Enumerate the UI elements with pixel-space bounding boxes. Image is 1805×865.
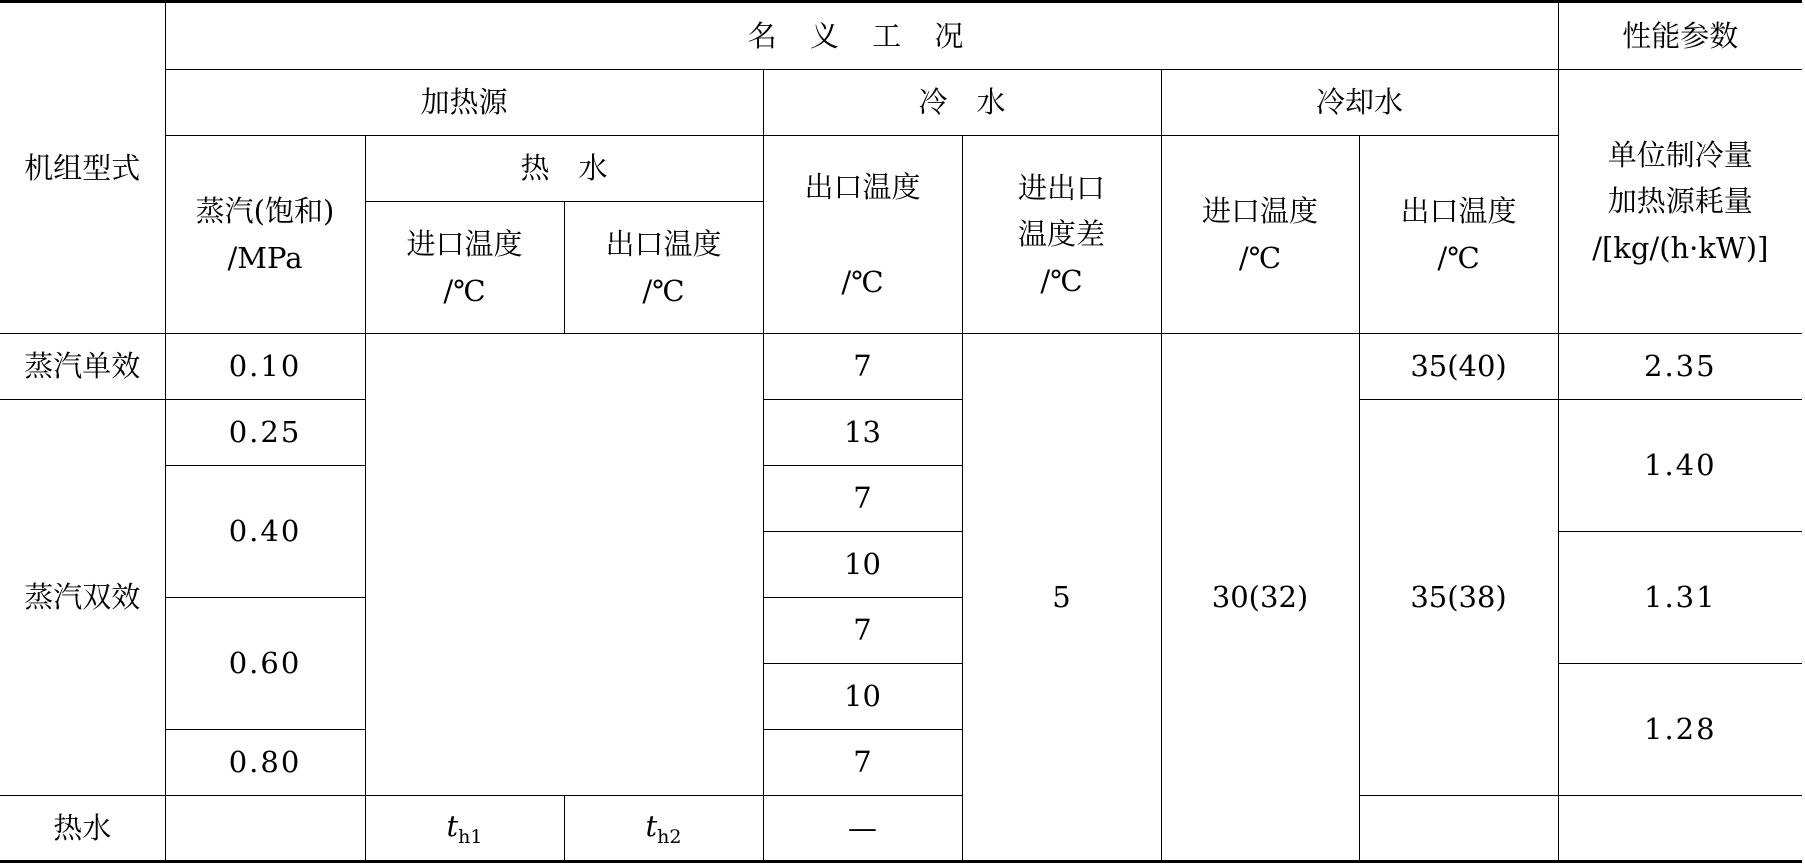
header-consumption: 单位制冷量 加热源耗量 /[kg/(h·kW)]: [1558, 70, 1802, 334]
header-chw-temp-diff: 进出口 温度差 /℃: [962, 136, 1161, 334]
cw-outlet-cell: 35(38): [1359, 400, 1558, 796]
cw-outlet-cell: 35(40): [1359, 334, 1558, 400]
header-cw-inlet-temp: 进口温度 /℃: [1161, 136, 1359, 334]
header-nominal-conditions: 名 义 工 况: [165, 2, 1558, 70]
row-label-steam-single: 蒸汽单效: [0, 334, 165, 400]
cw-inlet-cell: 30(32): [1161, 334, 1359, 862]
chw-outlet-cell: 10: [763, 664, 962, 730]
header-hw-outlet-temp: 出口温度 /℃: [564, 202, 763, 334]
cw-outlet-empty-cell: [1359, 796, 1558, 862]
header-performance: 性能参数: [1558, 2, 1802, 70]
consumption-cell: 1.40: [1558, 400, 1802, 532]
chw-outlet-cell: 7: [763, 598, 962, 664]
header-steam: 蒸汽(饱和) /MPa: [165, 136, 365, 334]
chw-outlet-cell: 7: [763, 730, 962, 796]
consumption-empty-cell: [1558, 796, 1802, 862]
header-hot-water: 热 水: [365, 136, 763, 202]
consumption-cell: 2.35: [1558, 334, 1802, 400]
hw-outlet-temp-cell: $t_{h2}$: [564, 796, 763, 862]
consumption-cell: 1.31: [1558, 532, 1802, 664]
header-chilled-water: 冷 水: [763, 70, 1161, 136]
header-chw-outlet-temp: 出口温度 /℃: [763, 136, 962, 334]
consumption-cell: 1.28: [1558, 664, 1802, 796]
chw-outlet-cell: 7: [763, 466, 962, 532]
chw-outlet-cell: 13: [763, 400, 962, 466]
chw-temp-diff-cell: 5: [962, 334, 1161, 862]
steam-pressure-cell: 0.60: [165, 598, 365, 730]
header-heat-source: 加热源: [165, 70, 763, 136]
steam-pressure-cell: 0.80: [165, 730, 365, 796]
steam-pressure-cell: 0.25: [165, 400, 365, 466]
chw-outlet-cell: 10: [763, 532, 962, 598]
chw-outlet-cell: 7: [763, 334, 962, 400]
steam-pressure-cell: 0.10: [165, 334, 365, 400]
chw-outlet-cell: —: [763, 796, 962, 862]
header-hw-inlet-temp: 进口温度 /℃: [365, 202, 564, 334]
hw-inlet-temp-cell: $t_{h1}$: [365, 796, 564, 862]
header-cooling-water: 冷却水: [1161, 70, 1558, 136]
header-cw-outlet-temp: 出口温度 /℃: [1359, 136, 1558, 334]
steam-pressure-empty-cell: [165, 796, 365, 862]
row-label-steam-double: 蒸汽双效: [0, 400, 165, 796]
row-label-hot-water: 热水: [0, 796, 165, 862]
steam-pressure-cell: 0.40: [165, 466, 365, 598]
header-unit-type: 机组型式: [0, 2, 165, 334]
hot-water-temps-empty-cell: [365, 334, 763, 796]
